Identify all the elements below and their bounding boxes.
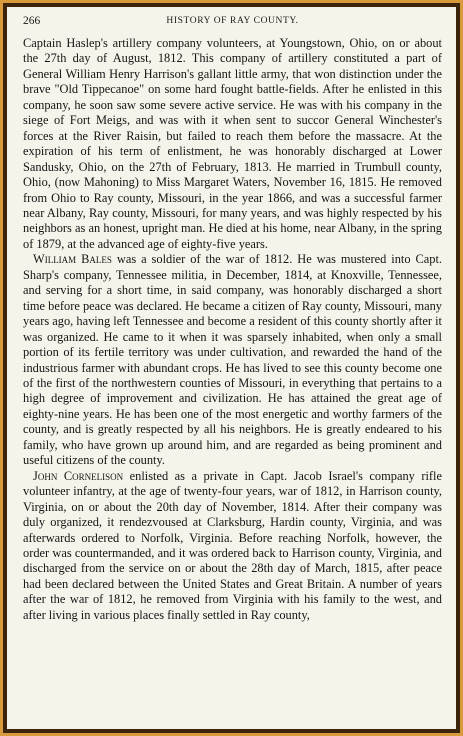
paragraph-text: was a soldier of the war of 1812. He was mustered into Capt. Sharp's company, Tennessee militia, in December, 1814, at Knoxville, Tennessee, and serving for a short time, in said company, was honorably discharged a short time before peace was declared. He became a citizen of Ray county, Missouri, many years ago, having left Tennessee and become a resident of this county shortly after it was organized. He came to it when it was sparsely inhabited, when only a small portion of its fertile territory was under cultivation, and rewarded the hand of the industrious farmer with abundant crops. He has lived to see this county become one of the first of the northwestern counties of Missouri, in everything that pertains to a high degree of improvement and civilization. He has attained the great age of eighty-nine years. He has been one of the most energetic and worthy farmers of the county, and is greatly respected by all his neighbors. He is greatly endeared to his family, who have grown up around him, and are regarded as being prominent and useful citizens of the county. (23, 252, 442, 468)
paragraph-lead-name: John Cornelison (33, 468, 124, 483)
paragraph-text: Captain Haslep's artillery company volunteers, at Youngstown, Ohio, on or about the 27th day of August, 1812. This company of artillery constituted a part of General William Henry Harrison's gallant little army, that won distinction under the brave "Old Tippecanoe" on some hard fought battle-fields. After he enlisted in this company, he soon saw some severe active service. He was with his company in the siege of Fort Meigs, and was with it when sent to succor General Winchester's forces at the River Raisin, but failed to reach them before the massacre. At the expiration of his term of enlistment, he was honorably discharged at Lower Sandusky, Ohio, on the 27th of February, 1813. He married in Trumbull county, Ohio, (now Mahoning) to Miss Margaret Waters, November 16, 1815. He removed from Ohio to Ray county, Missouri, in the year 1866, and was a successful farmer near Albany, Ray county, Missouri, for many years, and was highly respected by his neighbors as an honest, upright man. He died at his home, near Albany, in the spring of 1879, at the advanced age of eighty-five years. (23, 36, 442, 251)
paragraph-lead-name: William Bales (33, 252, 112, 267)
body-text (23, 36, 442, 623)
page-number: 266 (23, 15, 41, 27)
paragraph-haslep-continuation (23, 36, 442, 252)
paragraph-john-cornelison (23, 469, 442, 624)
running-title: HISTORY OF RAY COUNTY. (166, 16, 299, 26)
page-header (23, 15, 442, 31)
paragraph-text: enlisted as a private in Capt. Jacob Israel's company rifle volunteer infantry, at the age of twenty-four years, war of 1812, in Harrison county, Virginia, on or about the 20th day of November, 1814. After their company was duly organized, it rendezvoused at Clarksburg, Hardin county, Virginia, and was afterwards ordered to Norfolk, Virginia. Before reaching Norfolk, however, the order was countermanded, and it was ordered back to Harrison county, Virginia, and discharged from the service on or about the 28th day of March, 1815, after peace had been declared between the United States and Great Britain. A number of years after the war of 1812, he removed from Virginia with his family to the west, and after living in various places finally settled in Ray county, (23, 468, 442, 622)
paragraph-william-bales (23, 252, 442, 468)
book-page (7, 7, 456, 729)
page-frame (3, 3, 460, 733)
